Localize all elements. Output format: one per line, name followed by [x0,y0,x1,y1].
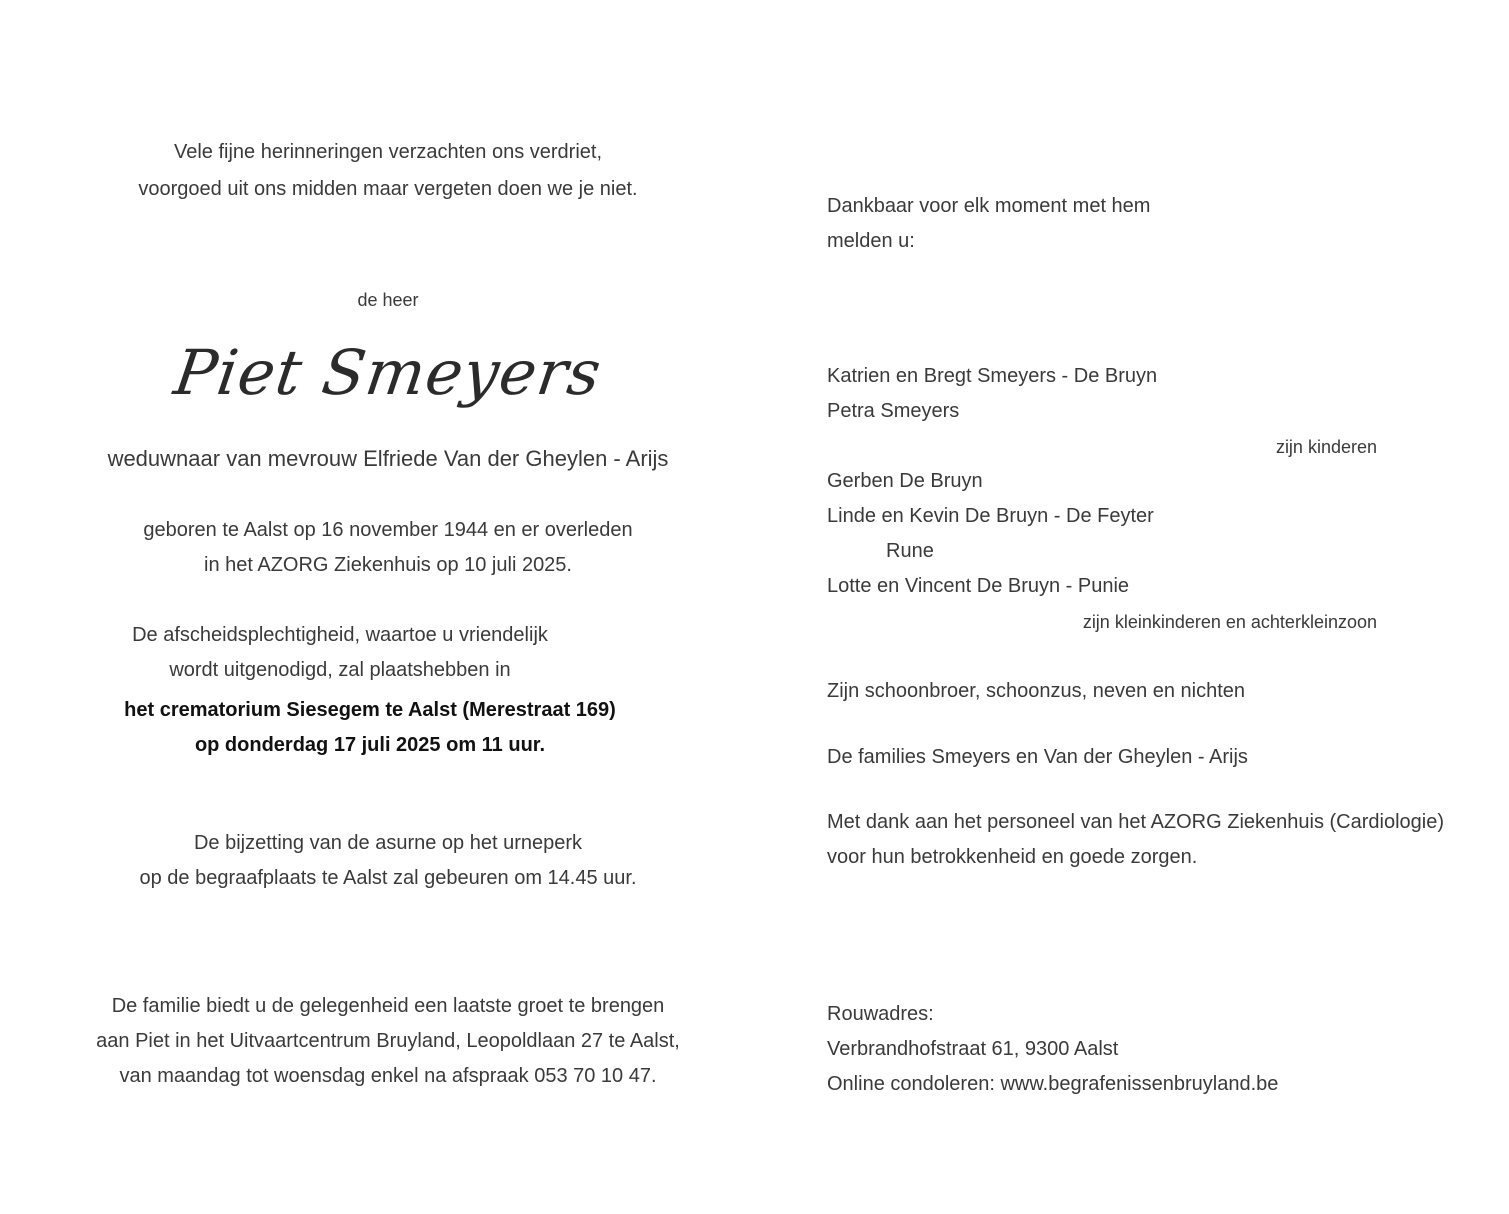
families-line: De families Smeyers en Van der Gheylen - Arijs [827,746,1248,768]
burial-line-2: op de begraafplaats te Aalst zal gebeuren om 14.45 uur. [139,867,637,889]
child-2: Petra Smeyers [827,400,960,422]
child-1: Katrien en Bregt Smeyers - De Bruyn [827,365,1158,387]
born-line-1: geboren te Aalst op 16 november 1944 en er overleden [143,519,633,541]
ceremony-place: het crematorium Siesegem te Aalst (Merestraat 169) [124,699,616,721]
grandchild-1: Gerben De Bruyn [827,470,983,492]
address-label: Rouwadres: [827,1003,934,1025]
online-condolence-line: Online condoleren: www.begrafenissenbruyland.be [827,1073,1279,1095]
grandchild-3: Rune [886,540,934,562]
ceremony-line-1: De afscheidsplechtigheid, waartoe u vriendelijk [132,624,548,646]
deceased-name: Piet Smeyers [169,336,607,409]
burial-line-1: De bijzetting van de asurne op het urneperk [193,832,583,854]
visit-line-1: De familie biedt u de gelegenheid een laatste groet te brengen [111,995,665,1017]
widower-line: weduwnaar van mevrouw Elfriede Van der Gheylen - Arijs [107,446,669,471]
ceremony-line-2: wordt uitgenodigd, zal plaatshebben in [169,659,511,681]
thanks-line-2: voor hun betrokkenheid en goede zorgen. [827,846,1198,868]
born-line-2: in het AZORG Ziekenhuis op 10 juli 2025. [204,554,572,576]
poem-line-1: Vele fijne herinneringen verzachten ons verdriet, [173,141,603,163]
inlaws-line: Zijn schoonbroer, schoonzus, neven en nichten [827,680,1246,702]
thanks-line-1: Met dank aan het personeel van het AZORG Ziekenhuis (Cardiologie) [827,811,1445,833]
intro-line-2: melden u: [827,230,915,252]
address-line: Verbrandhofstraat 61, 9300 Aalst [827,1038,1119,1060]
children-label: zijn kinderen [1275,437,1377,457]
grandchild-2: Linde en Kevin De Bruyn - De Feyter [827,505,1154,527]
intro-line-1: Dankbaar voor elk moment met hem [827,195,1151,217]
grandchildren-label: zijn kleinkinderen en achterkleinzoon [1082,612,1377,632]
visit-line-3: van maandag tot woensdag enkel na afspraak 053 70 10 47. [119,1065,657,1087]
grandchild-4: Lotte en Vincent De Bruyn - Punie [827,575,1130,597]
visit-line-2: aan Piet in het Uitvaartcentrum Bruyland, Leopoldlaan 27 te Aalst, [96,1030,680,1052]
ceremony-date: op donderdag 17 juli 2025 om 11 uur. [194,734,546,756]
poem-line-2: voorgoed uit ons midden maar vergeten doen we je niet. [138,178,638,200]
honorific: de heer [357,290,419,310]
